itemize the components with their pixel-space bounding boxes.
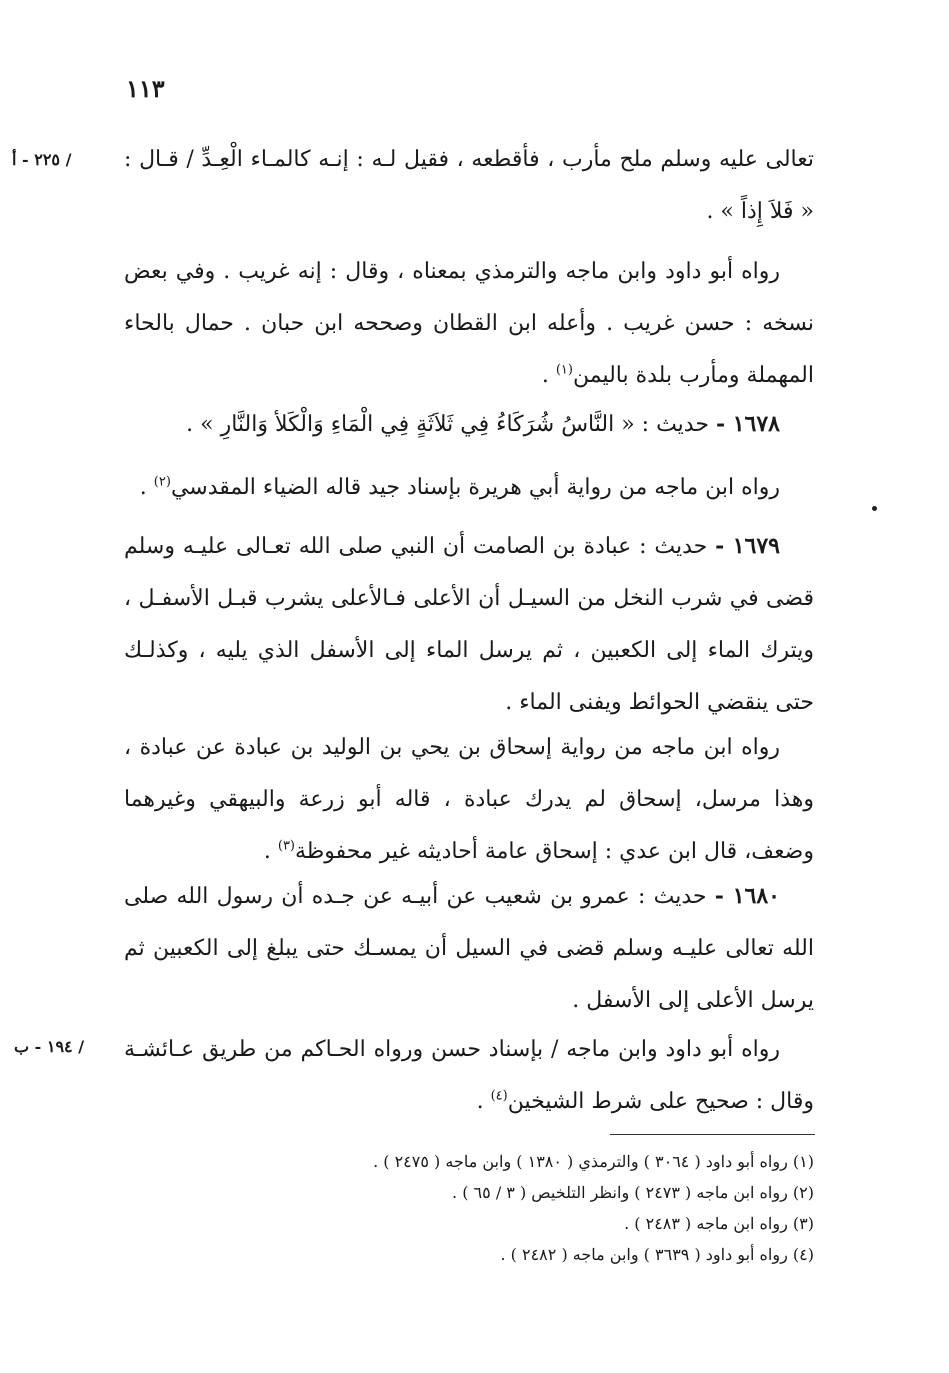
hadith-1678-body: حديث : « النَّاسُ شُرَكَاءُ فِي ثَلاَثَةٍ فِي الْمَاءِ وَالْكَلأ وَالنَّارِ » . bbox=[186, 412, 716, 437]
paragraph-6-text bbox=[124, 722, 814, 878]
footnote-item: (٣) رواه ابن ماجه ( ٢٤٨٣ ) . bbox=[624, 1214, 814, 1233]
paragraph-4-end: . bbox=[139, 475, 154, 500]
footnote-item: (٢) رواه ابن ماجه ( ٢٤٧٣ ) وانظر التلخيص ( ٣ / ٦٥ ) . bbox=[452, 1183, 814, 1202]
footnote-ref-4: (٤) bbox=[490, 1088, 508, 1104]
paragraph-6-body: رواه ابن ماجه من رواية إسحاق بن يحي بن الوليد بن عبادة عن عبادة ، وهذا مرسل، إسحاق لم يدرك عبادة ، قاله أبو زرعة والبيهقي وغيرهما وضعف، قال ابن عدي : إسحاق عامة أحاديثه غير محفوظة bbox=[124, 735, 814, 864]
hadith-number-1680: ١٦٨٠ - bbox=[714, 883, 780, 909]
paragraph-4 bbox=[124, 462, 814, 514]
paragraph-4-body: رواه ابن ماجه من رواية أبي هريرة بإسناد جيد قاله الضياء المقدسي bbox=[170, 475, 780, 500]
page-number: ١١٣ bbox=[126, 74, 165, 103]
paragraph-8-end: . bbox=[476, 1089, 491, 1114]
footnote-item: (١) رواه أبو داود ( ٣٠٦٤ ) والترمذي ( ١٣٨٠ ) وابن ماجه ( ٢٤٧٥ ) . bbox=[373, 1152, 814, 1171]
paragraph-8-body: رواه أبو داود وابن ماجه / بإسناد حسن ورواه الحـاكم من طريق عـائشـة وقال : صحيح على شرط الشيخين bbox=[124, 1037, 814, 1114]
footnote-item: (٤) رواه أبو داود ( ٣٦٣٩ ) وابن ماجه ( ٢٤٨٢ ) . bbox=[500, 1245, 814, 1264]
hadith-1678 bbox=[124, 398, 814, 451]
page-speck bbox=[872, 506, 877, 511]
margin-note-bottom: / ١٩٤ - ب bbox=[14, 1037, 85, 1056]
hadith-1680-body: حديث : عمرو بن شعيب عن أبيـه عن جـده أن رسول الله صلى الله تعالى عليـه وسلم قضى في السيل أن يمسـك حتى يبلغ إلى الكعبين ثم يرسل الأعلى إلى الأسفل . bbox=[124, 884, 814, 1013]
paragraph-4-text bbox=[124, 462, 814, 514]
paragraph-2-end: . bbox=[541, 363, 556, 388]
paragraph-2 bbox=[124, 246, 814, 402]
hadith-1679-body: حديث : عبادة بن الصامت أن النبي صلى الله تعـالى عليـه وسلم قضى في شرب النخل من السيـل أن الأعلى فـالأعلى يشرب قبـل الأسفـل ، ويترك الماء إلى الكعبين ، ثم يرسل الماء إلى الأسفل الذي يليه ، وكذلـك حتى ينقضي الحوائط ويفنى الماء . bbox=[124, 534, 814, 715]
hadith-1678-text bbox=[124, 398, 814, 451]
margin-note-top: / ٢٢٥ - أ bbox=[12, 150, 72, 169]
paragraph-2-text bbox=[124, 246, 814, 402]
footnote-ref-1: (١) bbox=[555, 362, 573, 378]
paragraph-8 bbox=[124, 1024, 814, 1128]
hadith-number-1678: ١٦٧٨ - bbox=[715, 411, 780, 437]
footnote-divider bbox=[610, 1134, 815, 1135]
hadith-1680 bbox=[124, 870, 814, 1027]
paragraph-2-body: رواه أبو داود وابن ماجه والترمذي بمعناه ، وقال : إنه غريب . وفي بعض نسخه : حسن غريب . وأعله ابن القطان وصححه ابن حبان . حمال بالحاء المهملة ومأرب بلدة باليمن bbox=[124, 259, 814, 388]
paragraph-1 bbox=[124, 134, 814, 238]
footnote-ref-2: (٢) bbox=[153, 474, 171, 490]
paragraph-1-text: تعالى عليه وسلم ملح مأرب ، فأقطعه ، فقيل لـه : إنـه كالمـاء الْعِـدِّ / قـال : « فَلاَ إِذاً » . bbox=[124, 147, 814, 224]
hadith-1680-text bbox=[124, 870, 814, 1027]
hadith-number-1679: ١٦٧٩ - bbox=[715, 533, 780, 559]
paragraph-6-end: . bbox=[263, 839, 278, 864]
footnotes bbox=[124, 1146, 814, 1270]
hadith-1679 bbox=[124, 520, 814, 729]
paragraph-8-text bbox=[124, 1024, 814, 1128]
hadith-1679-text bbox=[124, 520, 814, 729]
paragraph-6 bbox=[124, 722, 814, 878]
footnote-ref-3: (٣) bbox=[277, 838, 295, 854]
